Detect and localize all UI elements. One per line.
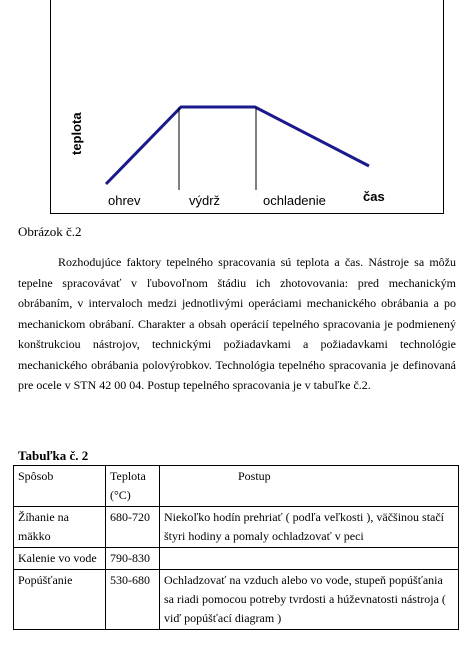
phase-label-cooling: ochladenie — [263, 193, 326, 208]
table-row — [14, 570, 459, 630]
cell-procedure: Niekoľko hodín prehriať ( podľa veľkosti ), väčšinou stačí štyri hodiny a pomaly ochladzovať v peci — [160, 507, 459, 548]
cell-procedure — [160, 548, 459, 570]
phase-label-heating: ohrev — [108, 193, 141, 208]
header-procedure: Postup — [160, 466, 459, 507]
phase-label-holding: výdrž — [189, 193, 221, 208]
heat-treatment-figure — [50, 0, 444, 214]
y-axis-label: teplota — [69, 112, 84, 155]
cell-method: Popúšťanie — [14, 570, 106, 630]
cell-temperature: 680-720 — [106, 507, 160, 548]
figure-caption: Obrázok č.2 — [18, 224, 82, 239]
body-paragraph: Rozhodujúce faktory tepelného spracovania sú teplota a čas. Nástroje sa môžu tepelne spracovávať v ľubovoľnom štádiu ich zhotovovania: pred mechanickým obrábaním, v intervaloch medzi jednotlivými operáciami mechanického obrábania a po mechanickom obrábaní. Charakter a obsah operácií tepelného spracovania je podmienený konštrukciou nástrojov, technickými požiadavkami a požiadavkami technológie mechanického obrábania polovýrobkov. Technológia tepelného spracovania je definovaná pre ocele v STN 42 00 04. Postup tepelného spracovania je v tabuľke č.2. — [18, 255, 456, 392]
cell-temperature: 530-680 — [106, 570, 160, 630]
cell-method: Kalenie vo vode — [14, 548, 106, 570]
cell-procedure: Ochladzovať na vzduch alebo vo vode, stupeň popúšťania sa riadi pomocou potreby tvrdosti a húževnatosti nástroja ( viď popúšťací diagram ) — [160, 570, 459, 630]
header-temperature: Teplota (°C) — [106, 466, 160, 507]
cell-temperature: 790-830 — [106, 548, 160, 570]
cell-method: Žíhanie na mäkko — [14, 507, 106, 548]
x-axis-label: čas — [363, 189, 385, 204]
table-row — [14, 548, 459, 570]
table-row — [14, 507, 459, 548]
temperature-curve — [106, 107, 369, 184]
heat-treatment-diagram — [51, 0, 445, 214]
header-method: Spôsob — [14, 466, 106, 507]
table-header-row — [14, 466, 459, 507]
table-title: Tabuľka č. 2 — [18, 448, 89, 463]
heat-treatment-table — [13, 465, 459, 630]
